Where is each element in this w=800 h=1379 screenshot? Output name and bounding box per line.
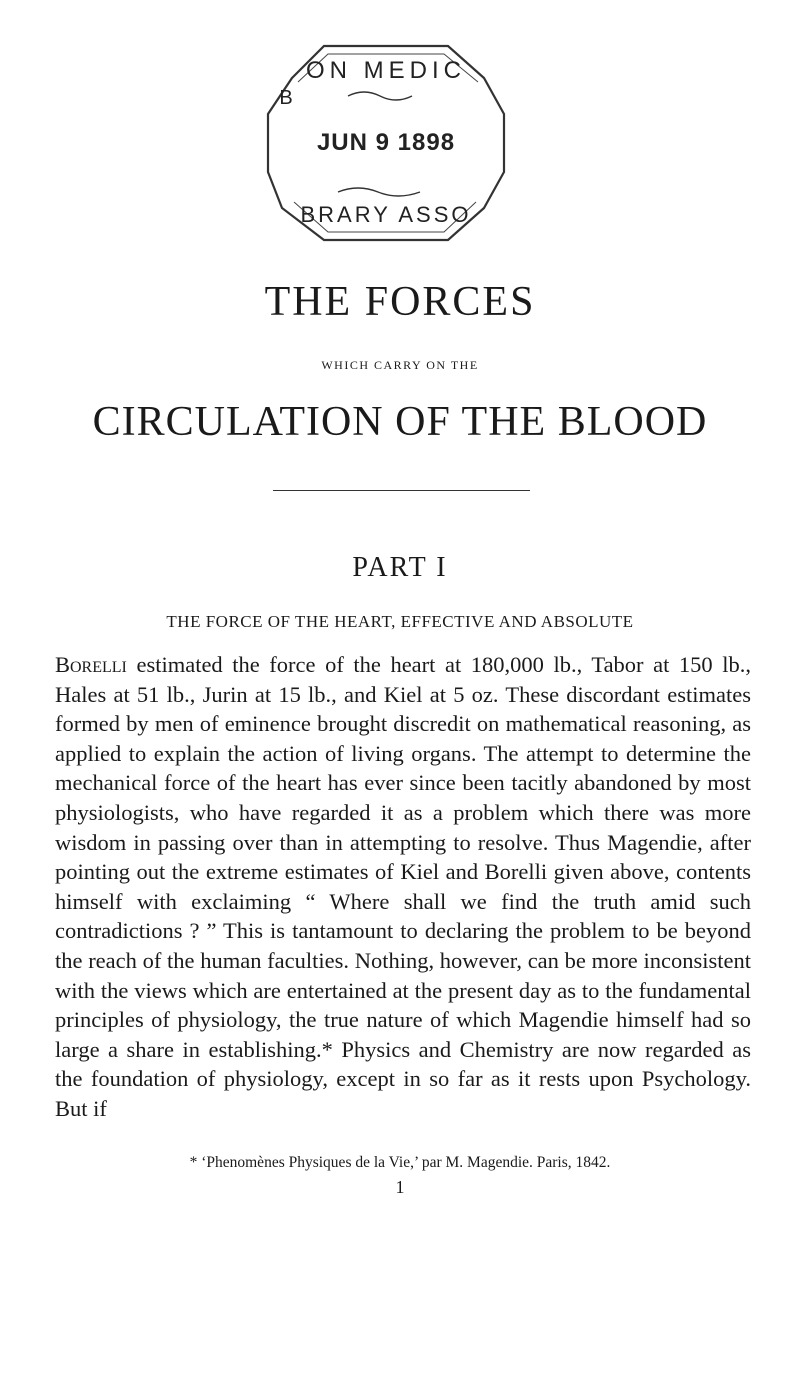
section-heading: THE FORCE OF THE HEART, EFFECTIVE AND ABSOLUTE [166, 612, 634, 631]
page-number: 1 [395, 1177, 405, 1197]
part-label: PART I [352, 552, 448, 583]
stamp-top-arc: ON MEDIC [306, 57, 466, 84]
title-main: THE FORCES [264, 279, 536, 325]
title-circulation: CIRCULATION OF THE BLOOD [92, 399, 708, 445]
title-subtitle: WHICH CARRY ON THE [321, 358, 479, 372]
stamp-date: JUN 9 1898 [316, 129, 456, 156]
stamp-bottom-arc: BRARY ASSO [300, 202, 472, 227]
title-divider [273, 490, 530, 491]
body-paragraph [55, 650, 751, 1124]
body-text: estimated the force of the heart at 180,000 lb., Tabor at 150 lb., Hales at 51 lb., Jurin at 15 lb., and Kiel at 5 oz. These discordant estimates formed by men of eminence brought discredit on mathematical reasoning, as applied to explain the action of living organs. The attempt to determine the mechanical force of the heart has ever since been tacitly abandoned by most physiologists, who have regarded it as a problem which there was more wisdom in passing over than in attempting to resolve. Thus Magendie, after pointing out the extreme estimates of Kiel and Borelli given above, contents himself with exclaiming “ Where shall we find the truth amid such contradictions ? ” This is tantamount to declaring the problem to be beyond the reach of the human faculties. Nothing, however, can be more inconsistent with the views which are entertained at the present day as to the fundamental principles of physiology, the true nature of which Magendie himself had so large a share in establishing.* Physics and Chemistry are now regarded as the foundation of physiology, except in so far as it rests upon Psychology. But if [55, 652, 751, 1121]
lead-word: Borelli [55, 652, 127, 677]
stamp-left-letter: B [279, 87, 293, 109]
footnote: * ‘Phenomènes Physiques de la Vie,’ par M. Magendie. Paris, 1842. [189, 1154, 611, 1171]
library-stamp [252, 38, 520, 248]
